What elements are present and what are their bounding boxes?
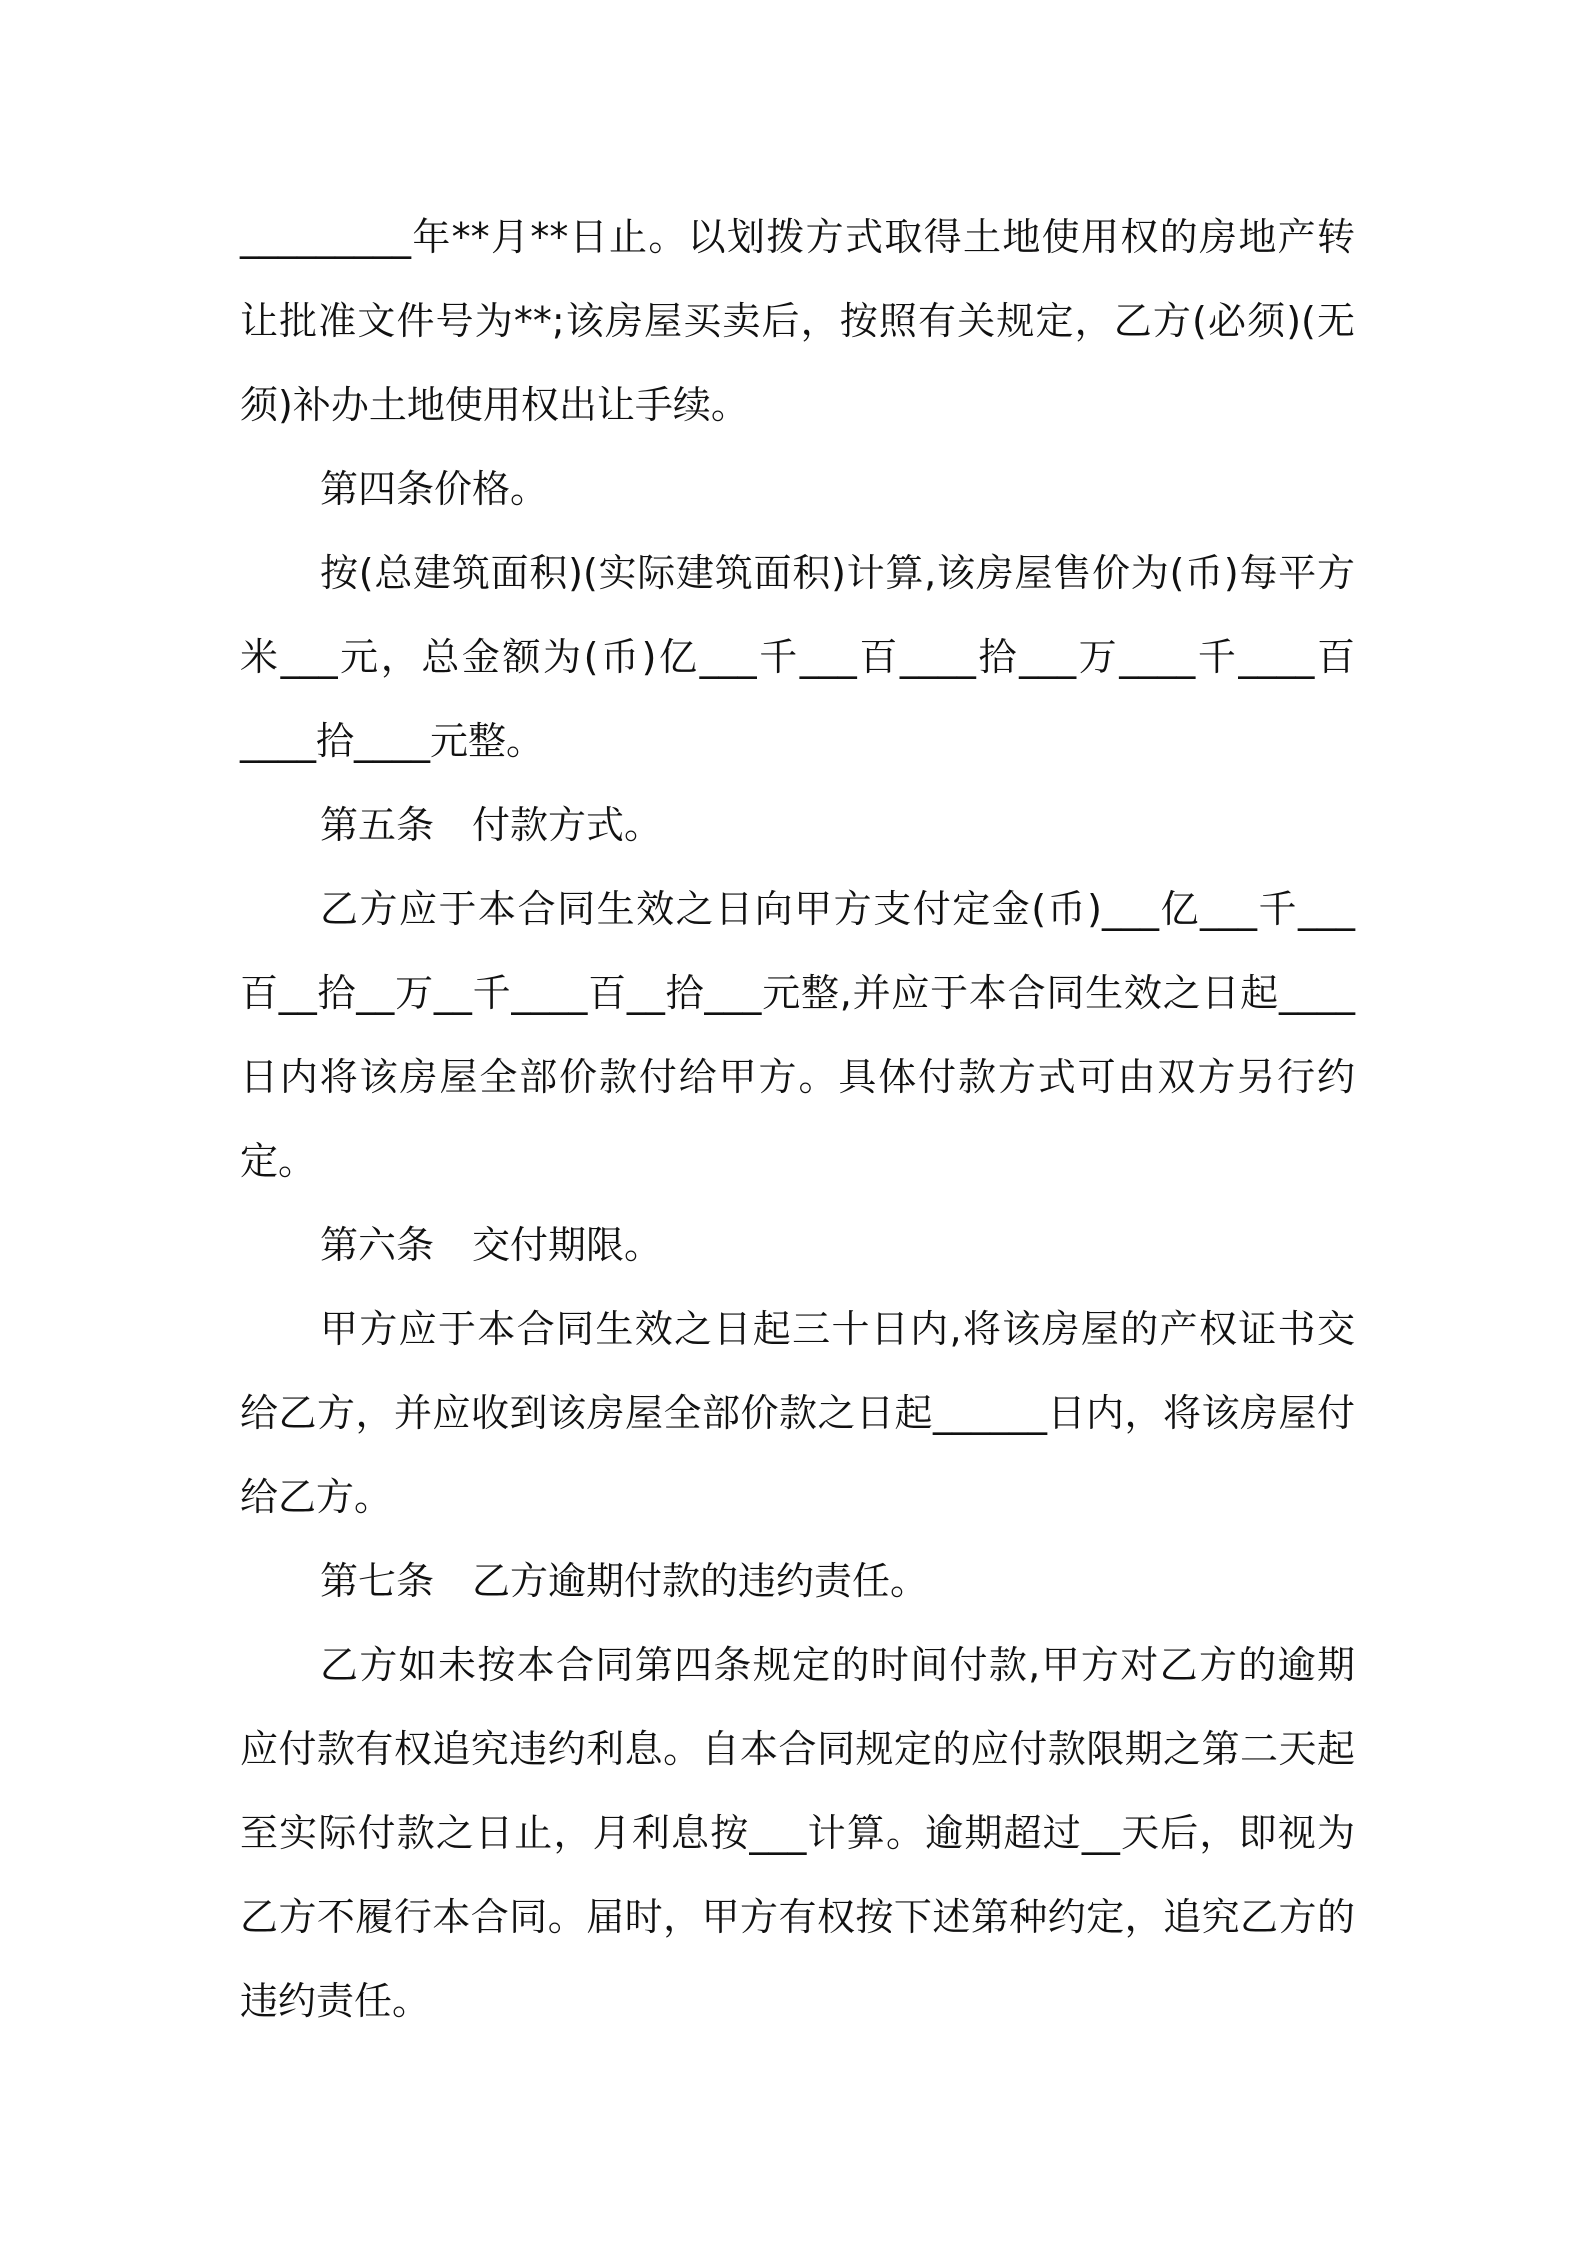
paragraph-price-terms: 按(总建筑面积)(实际建筑面积)计算,该房屋售价为(币)每平方米___元，总金额为(币)亿___千___百____拾___万____千____百____拾____元整。 bbox=[240, 551, 1355, 763]
document-body bbox=[240, 195, 1355, 2043]
paragraph-delivery-terms: 甲方应于本合同生效之日起三十日内,将该房屋的产权证书交给乙方，并应收到该房屋全部价款之日起______日内，将该房屋付给乙方。 bbox=[240, 1307, 1355, 1519]
paragraph-payment-terms: 乙方应于本合同生效之日向甲方支付定金(币)___亿___千___百__拾__万__千____百__拾___元整,并应于本合同生效之日起____日内将该房屋全部价款付给甲方。具体付款方式可由双方另行约定。 bbox=[240, 887, 1355, 1183]
heading-article-5-payment-method: 第五条 付款方式。 bbox=[320, 803, 663, 847]
paragraph-late-payment-terms: 乙方如未按本合同第四条规定的时间付款,甲方对乙方的逾期应付款有权追究违约利息。自本合同规定的应付款限期之第二天起至实际付款之日止，月利息按___计算。逾期超过__天后，即视为乙方不履行本合同。届时，甲方有权按下述第种约定，追究乙方的违约责任。 bbox=[240, 1643, 1355, 2023]
heading-article-6-delivery-period: 第六条 交付期限。 bbox=[320, 1223, 663, 1267]
heading-article-4-price: 第四条价格。 bbox=[320, 467, 549, 511]
heading-article-7-late-payment: 第七条 乙方逾期付款的违约责任。 bbox=[320, 1559, 929, 1603]
paragraph-land-use-transfer: _________年**月**日止。以划拨方式取得土地使用权的房地产转让批准文件号为**;该房屋买卖后，按照有关规定，乙方(必须)(无须)补办土地使用权出让手续。 bbox=[240, 215, 1355, 427]
